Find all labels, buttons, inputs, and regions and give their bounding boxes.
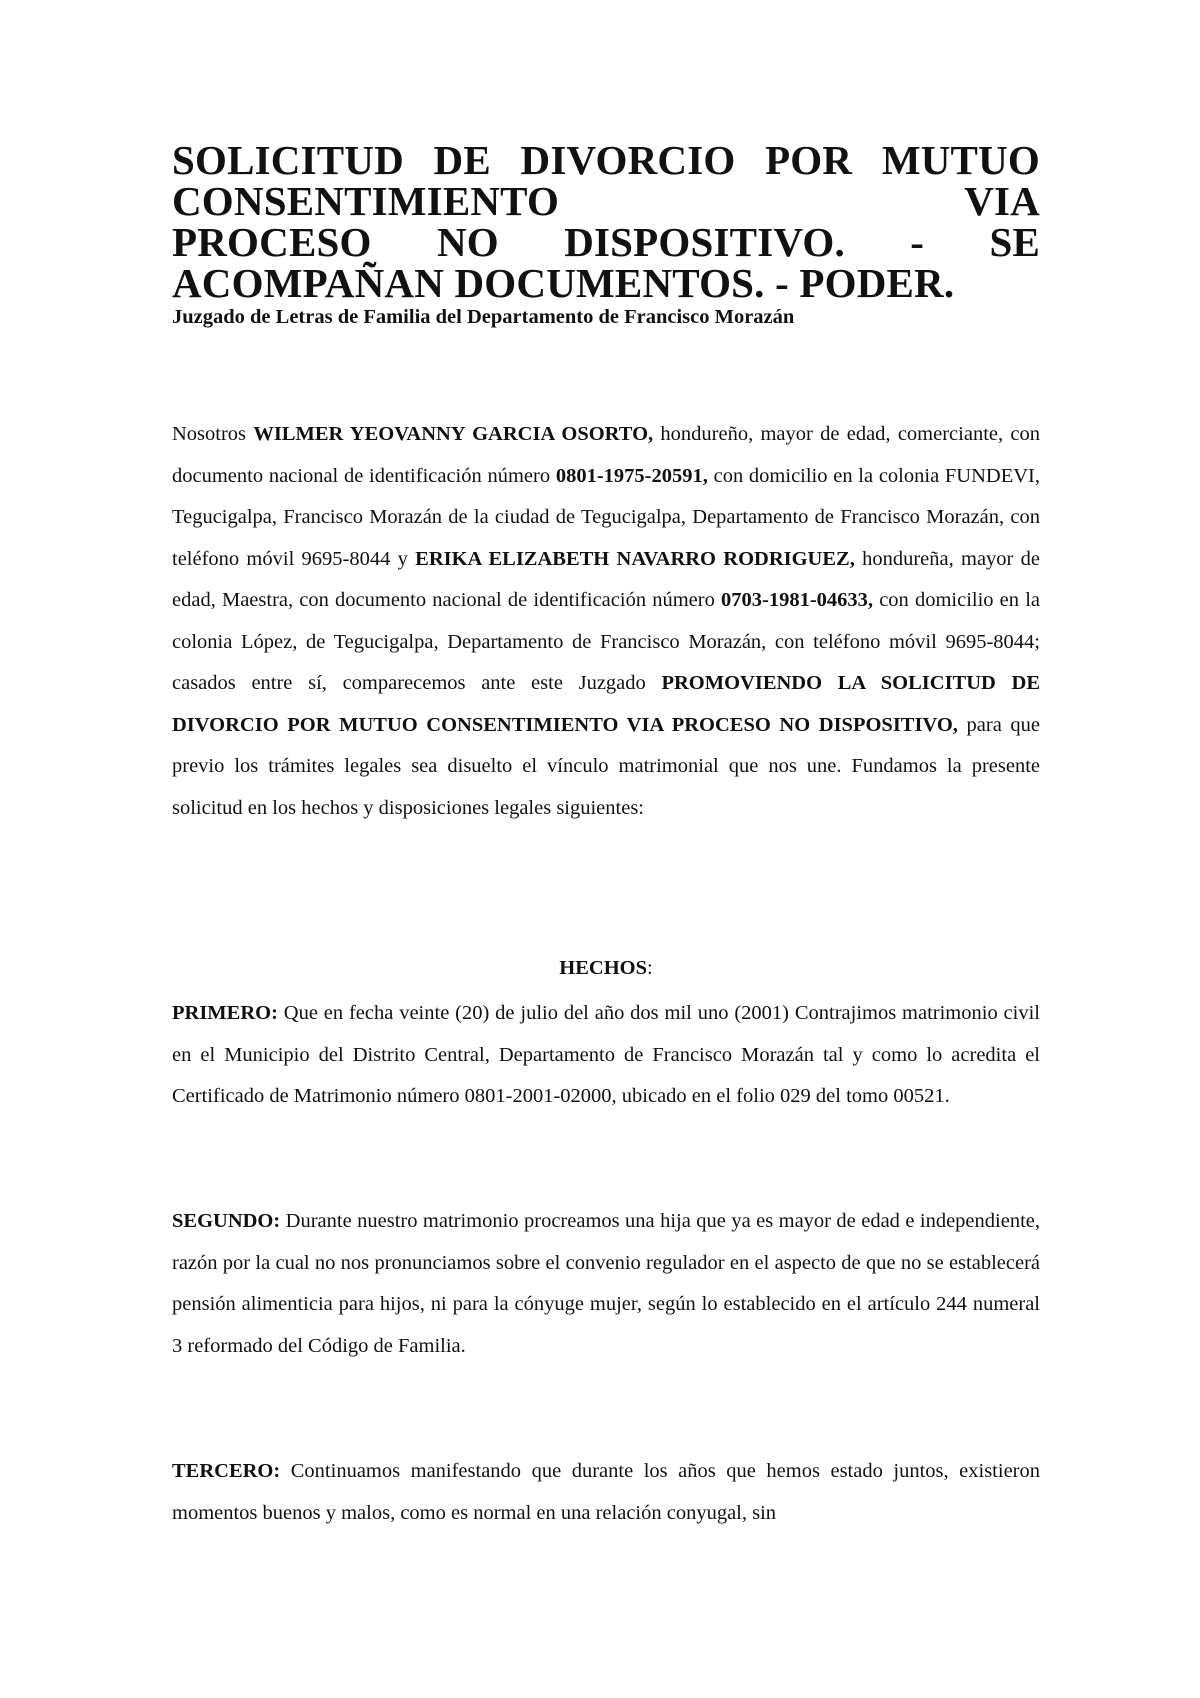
title-line-2: PROCESO NO DISPOSITIVO. - SE ACOMPAÑAN DOCUMENTOS. - PODER.	[172, 219, 1040, 306]
fact-text: Que en fecha veinte (20) de julio del año dos mil uno (2001) Contrajimos matrimonio civil en el Municipio del Distrito Central, Departamento de Francisco Morazán tal y como lo acredita el Certificado de Matrimonio número 0801-2001-02000, ubicado en el folio 029 del tomo 00521.	[172, 1002, 1040, 1107]
petitioner-1-id: 0801-1975-20591,	[555, 464, 708, 487]
intro-text-5: con domicilio en la colonia López, de Tegucigalpa, Departamento de Francisco Morazán, con teléfono móvil 9695-8044; casados entre sí, comparecemos ante este Juzgado	[172, 589, 1040, 694]
petitioner-2-id: 0703-1981-04633,	[721, 589, 874, 611]
intro-text-3: con domicilio en la colonia FUNDEVI, Tegucigalpa, Francisco Morazán de la ciudad de Tegucigalpa, Departamento de Francisco Morazán, con teléfono móvil 9695-8044 y	[172, 464, 1040, 570]
fact-segundo	[172, 1201, 1040, 1367]
facts-heading	[172, 953, 1040, 983]
intro-paragraph	[172, 414, 1040, 829]
intro-text-2: hondureño, mayor de edad, comerciante, con documento nacional de identificación número	[172, 423, 1040, 487]
fact-label: SEGUNDO:	[172, 1210, 281, 1232]
facts-heading-label: HECHOS	[559, 956, 647, 979]
fact-text: Continuamos manifestando que durante los años que hemos estado juntos, existieron momentos buenos y malos, como es normal en una relación conyugal, sin	[172, 1460, 1040, 1524]
fact-tercero	[172, 1451, 1040, 1534]
fact-label: PRIMERO:	[172, 1002, 278, 1024]
fact-label: TERCERO:	[172, 1460, 281, 1482]
fact-text: Durante nuestro matrimonio procreamos una hija que ya es mayor de edad e independiente, razón por la cual no nos pronunciamos sobre el convenio regulador en el aspecto de que no se establecerá pensión alimenticia para hijos, ni para la cónyuge mujer, según lo establecido en el artículo 244 numeral 3 reformado del Código de Familia.	[172, 1210, 1040, 1357]
title-line-1: SOLICITUD DE DIVORCIO POR MUTUO CONSENTIMIENTO VIA	[172, 137, 1040, 224]
intro-text-6: para que previo los trámites legales sea disuelto el vínculo matrimonial que nos une. Fundamos la presente solicitud en los hechos y disposiciones legales siguientes:	[172, 713, 1041, 819]
intro-text-4: hondureña, mayor de edad, Maestra, con documento nacional de identificación número	[172, 547, 1040, 611]
document-page	[172, 137, 1041, 1524]
document-title	[172, 137, 1040, 306]
request-statement: PROMOVIENDO LA SOLICITUD DE DIVORCIO POR MUTUO CONSENTIMIENTO VIA PROCESO NO DISPOSITIVO,	[172, 672, 1040, 736]
fact-primero	[172, 993, 1040, 1118]
petitioner-2-name: ERIKA ELIZABETH NAVARRO RODRIGUEZ,	[415, 547, 855, 570]
court-name: Juzgado de Letras de Familia del Departamento de Francisco Morazán	[172, 306, 795, 328]
intro-text-1: Nosotros	[172, 423, 254, 445]
facts-heading-colon: :	[647, 956, 653, 979]
petitioner-1-name: WILMER YEOVANNY GARCIA OSORTO,	[253, 423, 654, 445]
